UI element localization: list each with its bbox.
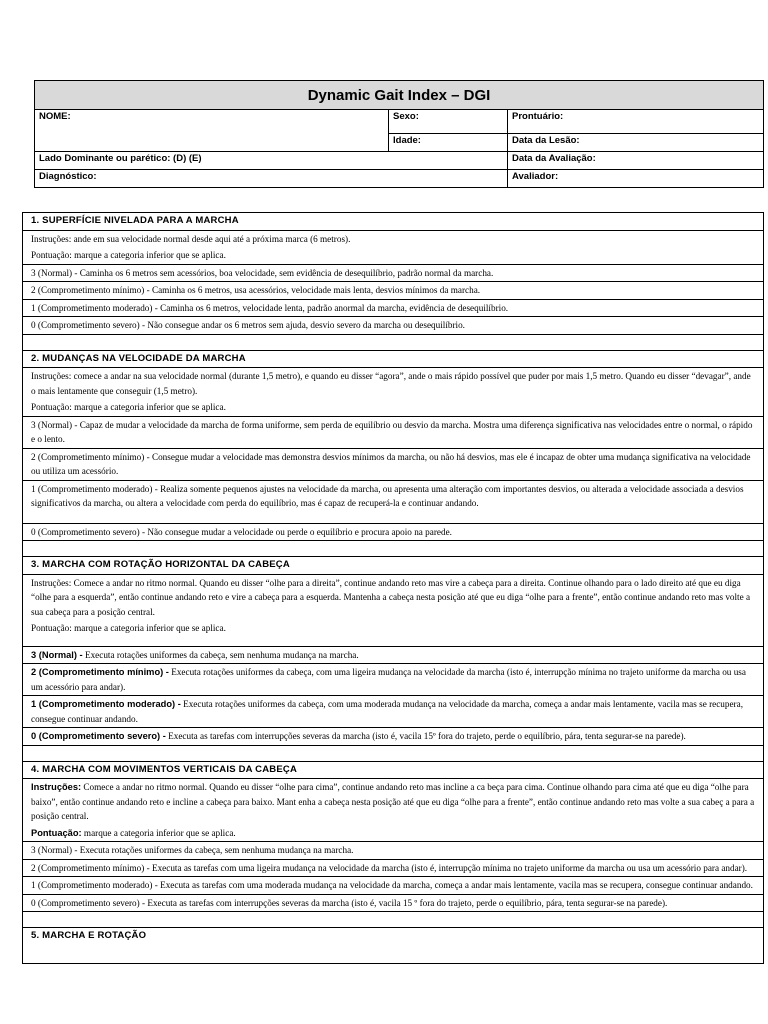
section-1-heading: 1. SUPERFÍCIE NIVELADA PARA A MARCHA: [23, 213, 763, 231]
dominant-side-field: Lado Dominante ou parético: (D) (E): [35, 152, 508, 170]
section-3-score-1: [23, 696, 763, 728]
section-1-score-3: 3 (Normal) - Caminha os 6 metros sem acessórios, boa velocidade, sem evidência de desequilíbrio, padrão normal da marcha.: [23, 265, 763, 283]
score-label: 3 (Normal) -: [31, 649, 83, 660]
section-4-instructions-block: [23, 779, 763, 842]
section-3-instructions-block: [23, 575, 763, 647]
form-title: Dynamic Gait Index – DGI: [35, 81, 764, 110]
name-field: NOME:: [35, 110, 389, 152]
evaluator-field: Avaliador:: [508, 170, 764, 188]
score-label: 1 (Comprometimento moderado) -: [31, 699, 181, 709]
scoring-label: Pontuação:: [31, 827, 82, 838]
score-description: Executa rotações uniformes da cabeça, sem nenhuma mudança na marcha.: [82, 649, 359, 660]
section-4-score-2: 2 (Comprometimento mínimo) - Executa as tarefas com uma ligeira mudança na velocidade da marcha (isto é, interrupção mínima no trajeto uniforme da marcha ou usa um acessório para andar).: [23, 860, 763, 878]
instructions-text: Comece a andar no ritmo normal. Quando eu disser “olhe para cima”, continue andando reto mas incline a ca beça para cima. Continue olhando para cima até que eu diga “olhe para baixo”, então continue andando reto e incline a cabeça para baixo. Mant enha a cabeça nesta posição até que eu diga “olhe para a frente”, então continue andando reto mas volte a sua cabeç a para a posição central.: [31, 782, 755, 821]
section-2-score-1: 1 (Comprometimento moderado) - Realiza somente pequenos ajustes na velocidade da marcha, ou apresenta uma alteração com importantes desvios, ou alterada a velocidade associada a desvios significativos da marcha, ou altera a velocidade com perda do equilíbrio, mas é capaz de recuperá-la e continuar andando.: [23, 481, 763, 524]
section-1-score-2: 2 (Comprometimento mínimo) - Caminha os 6 metros, usa acessórios, velocidade mais lenta, desvios mínimos da marcha.: [23, 282, 763, 300]
score-description: Executa rotações uniformes da cabeça, com uma moderada mudança na velocidade da marcha, começa a andar mais lentamente, vacila mas se recupera, consegue continuar andando.: [31, 699, 743, 724]
spacer-row: [23, 746, 763, 762]
section-1-instructions: Instruções: ande em sua velocidade normal desde aqui até a próxima marca (6 metros).: [31, 233, 351, 244]
section-2-score-2: 2 (Comprometimento mínimo) - Consegue mudar a velocidade mas demonstra desvios mínimos da marcha, ou não há desvios, mas ele é incapaz de obter uma mudança significativa na velocidade ou utiliza um acessório.: [23, 449, 763, 481]
section-3-score-0: [23, 728, 763, 746]
scoring-text: marque a categoria inferior que se aplica.: [81, 827, 236, 838]
score-description: Executa as tarefas com interrupções severas da marcha (isto é, vacila 15º fora do trajeto, perde o equilíbrio, pára, tenta segurar-se na parede).: [165, 731, 686, 741]
section-1-score-1: 1 (Comprometimento moderado) - Caminha os 6 metros, velocidade lenta, padrão anormal da marcha, evidência de desequilíbrio.: [23, 300, 763, 318]
section-2-score-3: 3 (Normal) - Capaz de mudar a velocidade da marcha de forma uniforme, sem perda de equilíbrio ou desvio da marcha. Mostra uma diferença significativa nas velocidades entre o normal, o rápido e o lento.: [23, 417, 763, 449]
diagnosis-field: Diagnóstico:: [35, 170, 508, 188]
section-3-score-3: [23, 647, 763, 665]
section-4-instructions: [31, 780, 757, 824]
score-label: 2 (Comprometimento mínimo) -: [31, 667, 169, 677]
section-1-instructions-block: [23, 231, 763, 265]
section-3-scoring: Pontuação: marque a categoria inferior que se aplica.: [31, 623, 226, 633]
section-4-score-3: 3 (Normal) - Executa rotações uniformes da cabeça, sem nenhuma mudança na marcha.: [23, 842, 763, 860]
section-4-score-1: 1 (Comprometimento moderado) - Executa as tarefas com uma moderada mudança na velocidade da marcha, começa a andar mais lentamente, vacila mas se recupera, consegue continuar andando.: [23, 877, 763, 895]
dgi-items-table: [22, 212, 764, 964]
section-3-heading: 3. MARCHA COM ROTAÇÃO HORIZONTAL DA CABEÇA: [23, 557, 763, 575]
section-2-scoring: Pontuação: marque a categoria inferior que se aplica.: [31, 402, 226, 412]
injury-date-field: Data da Lesão:: [508, 134, 764, 152]
section-2-score-0: 0 (Comprometimento severo) - Não consegue mudar a velocidade ou perde o equilíbrio e procura apoio na parede.: [23, 524, 763, 542]
spacer-row: [23, 541, 763, 557]
sex-field: Sexo:: [389, 110, 508, 134]
section-4-heading: 4. MARCHA COM MOVIMENTOS VERTICAIS DA CABEÇA: [23, 762, 763, 780]
score-description: Executa rotações uniformes da cabeça, com uma ligeira mudança na velocidade da marcha (isto é, interrupção mínima no trajeto uniforme da marcha ou usa um acessório para andar).: [31, 667, 746, 692]
section-1-scoring: Pontuação: marque a categoria inferior que se aplica.: [31, 250, 226, 260]
evaluation-date-field: Data da Avaliação:: [508, 152, 764, 170]
instructions-label: Instruções:: [31, 782, 82, 792]
spacer-row: [23, 912, 763, 928]
section-3-instructions: Instruções: Comece a andar no ritmo normal. Quando eu disser “olhe para a direita”, continue andando reto mas vire a cabeça para a direita. Continue olhando para o lado direito até que eu diga “olhe para a esquerda”, então continue andando reto e vire a cabeça para a esquerda. Mantenha a cabeça nesta posição até que eu diga “olhe para a frente”, então continue andando reto mas volte a sua cabeça para a posição central.: [31, 577, 751, 617]
section-1-score-0: 0 (Comprometimento severo) - Não consegue andar os 6 metros sem ajuda, desvio severo da marcha ou desequilíbrio.: [23, 317, 763, 335]
section-3-score-2: [23, 664, 763, 696]
section-4-score-0: 0 (Comprometimento severo) - Executa as tarefas com interrupções severas da marcha (isto é, vacila 15 º fora do trajeto, perde o equilíbrio, pára, tenta segurar-se na parede).: [23, 895, 763, 913]
spacer-row: [23, 335, 763, 351]
section-5-heading: 5. MARCHA E ROTAÇÃO: [31, 930, 147, 941]
score-label: 0 (Comprometimento severo) -: [31, 731, 166, 741]
section-4-scoring: [31, 826, 757, 841]
section-2-instructions: Instruções: comece a andar na sua velocidade normal (durante 1,5 metro), e quando eu disser “agora”, ande o mais rápido possível que puder por mais 1,5 metro. Quando eu disser “devagar”, ande o mais lentamente que conseguir (1,5 metro).: [31, 371, 751, 396]
age-field: Idade:: [389, 134, 508, 152]
section-2-instructions-block: [23, 368, 763, 417]
section-2-heading: 2. MUDANÇAS NA VELOCIDADE DA MARCHA: [23, 351, 763, 369]
patient-header-table: [34, 80, 764, 188]
record-number-field: Prontuário:: [508, 110, 764, 134]
